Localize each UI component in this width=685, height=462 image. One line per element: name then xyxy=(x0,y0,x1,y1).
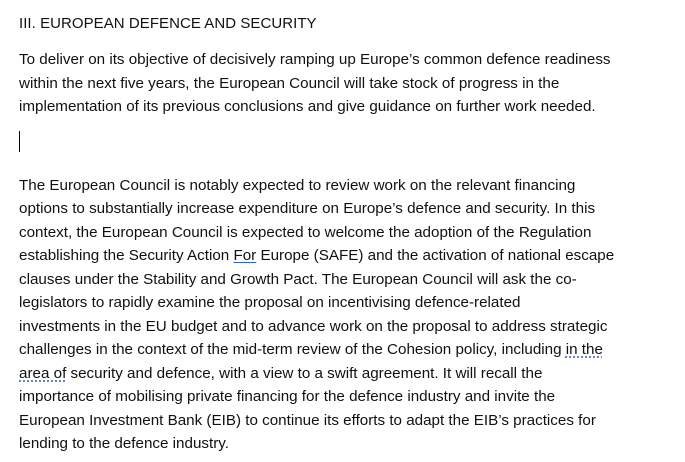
text-line: within the next five years, the European Council will take stock of progress in the xyxy=(19,74,560,92)
text-line xyxy=(19,362,669,386)
text-line: implementation of its previous conclusions and give guidance on further work needed. xyxy=(19,98,596,115)
document-body[interactable] xyxy=(19,14,669,456)
text-line: legislators to rapidly examine the proposal on incentivising defence-related xyxy=(19,294,521,311)
text-segment: challenges in the context of the mid-term review of the Cohesion policy, including xyxy=(19,341,566,358)
paragraph-intro[interactable] xyxy=(19,48,669,119)
text-line: investments in the EU budget and to advance work on the proposal to address strategic xyxy=(19,317,608,335)
text-line: The European Council is notably expected to review work on the relevant financing xyxy=(19,176,576,194)
text-line: lending to the defence industry. xyxy=(19,435,229,452)
text-line: To deliver on its objective of decisively ramping up Europe’s common defence readiness xyxy=(19,51,611,68)
section-heading: III. EUROPEAN DEFENCE AND SECURITY xyxy=(19,15,317,32)
text-line: context, the European Council is expected to welcome the adoption of the Regulation xyxy=(19,223,592,241)
text-line xyxy=(19,244,669,268)
text-line: options to substantially increase expenditure on Europe’s defence and security. In this xyxy=(19,200,596,217)
text-cursor xyxy=(19,131,20,152)
text-segment: Europe (SAFE) and the activation of national escape xyxy=(256,247,615,264)
text-line: importance of mobilising private financing for the defence industry and invite the xyxy=(19,388,556,405)
text-line: clauses under the Stability and Growth Pact. The European Council will ask the co- xyxy=(19,270,577,288)
paragraph-financing[interactable] xyxy=(19,174,669,456)
text-line: European Investment Bank (EIB) to continue its efforts to adapt the EIB’s practices for xyxy=(19,411,596,429)
text-segment: security and defence, with a view to a swift agreement. It will recall the xyxy=(66,364,543,382)
style-flag-in-the[interactable]: in the xyxy=(565,341,603,358)
grammar-flag-for[interactable]: For xyxy=(233,247,257,264)
style-flag-area-of[interactable]: area of xyxy=(19,364,67,382)
text-segment: establishing the Security Action xyxy=(19,247,234,264)
text-line xyxy=(19,338,669,362)
